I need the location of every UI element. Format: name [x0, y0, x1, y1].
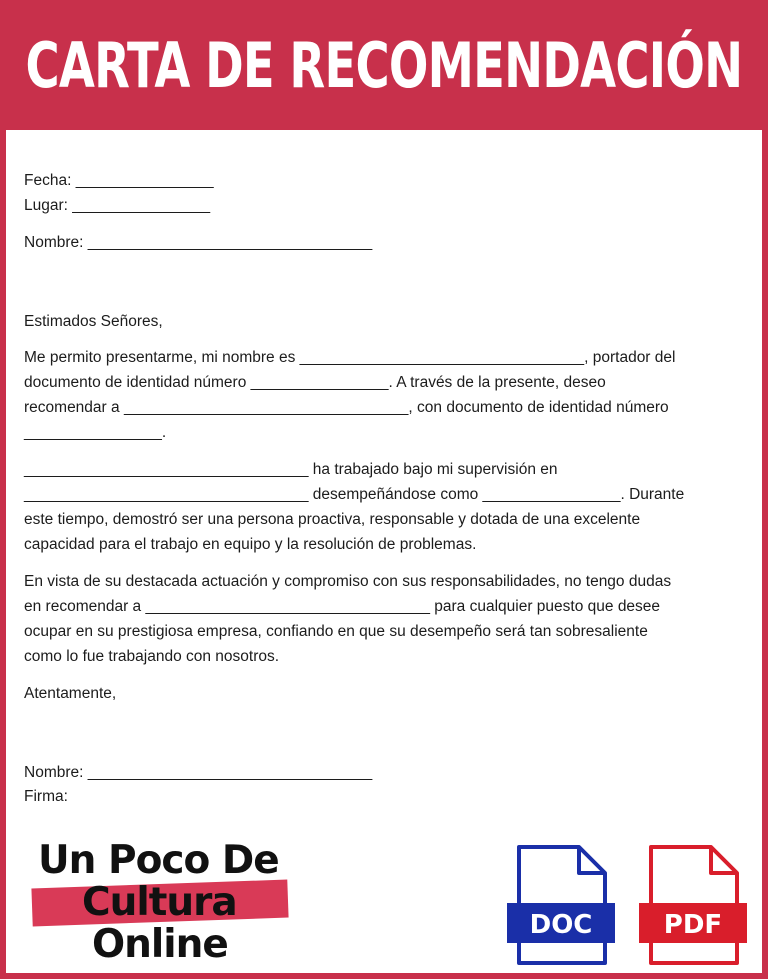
pdf-label: PDF [663, 910, 723, 940]
paragraph-3-line: ocupar en su prestigiosa empresa, confiando en que su desempeño será tan sobresaliente [24, 623, 648, 640]
logo-line-3: Online [92, 922, 228, 967]
logo-line-2: Cultura [82, 880, 237, 925]
pdf-download-icon[interactable] [637, 843, 749, 967]
paragraph-3-line: En vista de su destacada actuación y compromiso con sus responsabilidades, no tengo dudas [24, 573, 672, 590]
paragraph-1-line: Me permito presentarme, mi nombre es _________________________________, portador del [24, 349, 676, 366]
lugar-line: Lugar: ________________ [24, 197, 211, 214]
doc-download-icon[interactable] [505, 843, 617, 967]
paragraph-3-line: en recomendar a _________________________________ para cualquier puesto que desee [24, 598, 661, 615]
fecha-line: Fecha: ________________ [24, 172, 214, 189]
nombre-line: Nombre: _________________________________ [24, 234, 373, 251]
site-logo [30, 838, 300, 968]
signature-name-line: Nombre: _________________________________ [24, 764, 373, 781]
paragraph-1-line: recomendar a _________________________________, con documento de identidad número [24, 399, 669, 416]
closing: Atentamente, [24, 685, 117, 702]
paragraph-1-line: documento de identidad número ________________. A través de la presente, deseo [24, 374, 606, 391]
paragraph-3-line: como lo fue trabajando con nosotros. [24, 648, 280, 665]
greeting: Estimados Señores, [24, 313, 163, 330]
paragraph-1-line: ________________. [24, 424, 167, 441]
paragraph-2-line: _________________________________ ha trabajado bajo mi supervisión en [24, 461, 558, 478]
page-title: CARTA DE RECOMENDACIÓN [25, 28, 743, 102]
paragraph-2-line: capacidad para el trabajo en equipo y la resolución de problemas. [24, 536, 477, 553]
signature-line: Firma: [24, 788, 68, 805]
title-banner [0, 0, 768, 130]
paragraph-2-line: este tiempo, demostró ser una persona proactiva, responsable y dotada de una excelente [24, 511, 641, 528]
doc-label: DOC [529, 910, 593, 940]
logo-line-1: Un Poco De [38, 838, 279, 883]
paragraph-2-line: _________________________________ desempeñándose como ________________. Durante [24, 486, 685, 503]
